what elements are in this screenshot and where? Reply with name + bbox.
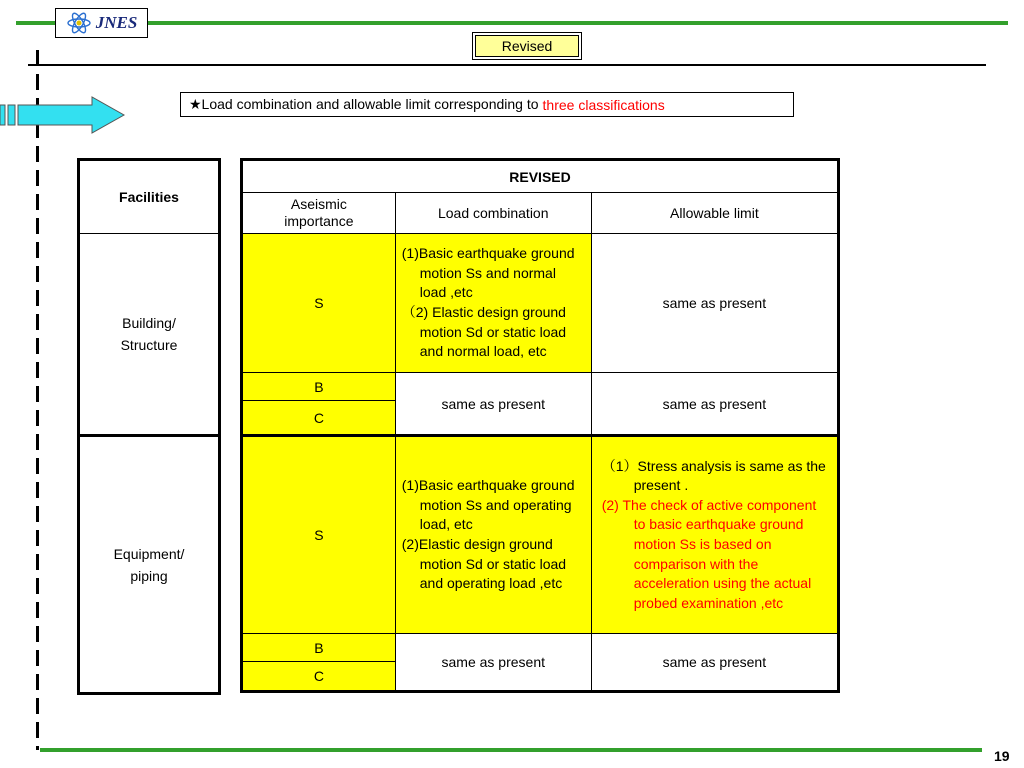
column-header-load: Load combination [395, 193, 591, 234]
facility-building-line2: Structure [120, 337, 178, 353]
equipment-class-c: C [242, 662, 396, 692]
aseismic-line1: Aseismic [290, 196, 347, 212]
building-bc-allowable: same as present [591, 373, 838, 436]
building-class-s: S [242, 234, 396, 373]
revised-table [240, 158, 840, 693]
equipment-s-load-2: (2)Elastic design ground motion Sd or static load and operating load ,etc [401, 536, 567, 592]
header-green-rule-right [148, 21, 1008, 25]
equipment-s-load-1: (1)Basic earthquake ground motion Ss and operating load, etc [401, 477, 575, 533]
jnes-logo [55, 8, 148, 38]
aseismic-line2: importance [284, 213, 354, 229]
equipment-s-load [395, 436, 591, 634]
equipment-bc-load: same as present [395, 634, 591, 692]
building-bc-load: same as present [395, 373, 591, 436]
facilities-header: Facilities [79, 160, 220, 234]
building-s-load-1: (1)Basic earthquake ground motion Ss and normal load ,etc [401, 245, 575, 301]
revised-label-box [472, 32, 582, 60]
equipment-s-allowable [591, 436, 838, 634]
column-header-allowable: Allowable limit [591, 193, 838, 234]
facility-equipment-line1: Equipment/ [113, 545, 185, 562]
page-number: 19 [994, 748, 1010, 764]
building-s-load [395, 234, 591, 373]
revised-table-title: REVISED [242, 160, 839, 193]
right-arrow-icon [0, 95, 126, 137]
footer-green-rule [40, 748, 982, 752]
facility-building-line1: Building/ [122, 315, 176, 331]
equipment-class-b: B [242, 634, 396, 662]
title-highlight: three classifications [542, 96, 665, 113]
column-header-aseismic [242, 193, 396, 234]
equipment-s-allowable-2: (2) The check of active component to basic earthquake ground motion Ss is based on comparison with the acceleration using the actual probed examination ,etc [601, 496, 817, 611]
building-s-load-2: （2) Elastic design ground motion Sd or static load and normal load, etc [401, 304, 567, 360]
slide-title [180, 92, 794, 117]
facilities-table [77, 158, 221, 695]
building-s-allowable: same as present [591, 234, 838, 373]
equipment-bc-allowable: same as present [591, 634, 838, 692]
logo-text: JNES [95, 13, 138, 32]
revised-label: Revised [475, 35, 579, 57]
equipment-s-allowable-1: （1）Stress analysis is same as the present . [601, 457, 826, 494]
dashed-divider [36, 50, 39, 750]
facility-equipment-line2: piping [130, 567, 168, 584]
atom-icon [66, 12, 92, 34]
equipment-class-s: S [242, 436, 396, 634]
facility-building-structure [79, 234, 220, 436]
title-prefix: ★Load combination and allowable limit corresponding to [189, 96, 539, 112]
header-black-rule [28, 64, 986, 66]
building-class-b: B [242, 373, 396, 401]
building-class-c: C [242, 401, 396, 436]
header-green-rule-left [16, 21, 56, 25]
facility-equipment-piping [79, 436, 220, 694]
